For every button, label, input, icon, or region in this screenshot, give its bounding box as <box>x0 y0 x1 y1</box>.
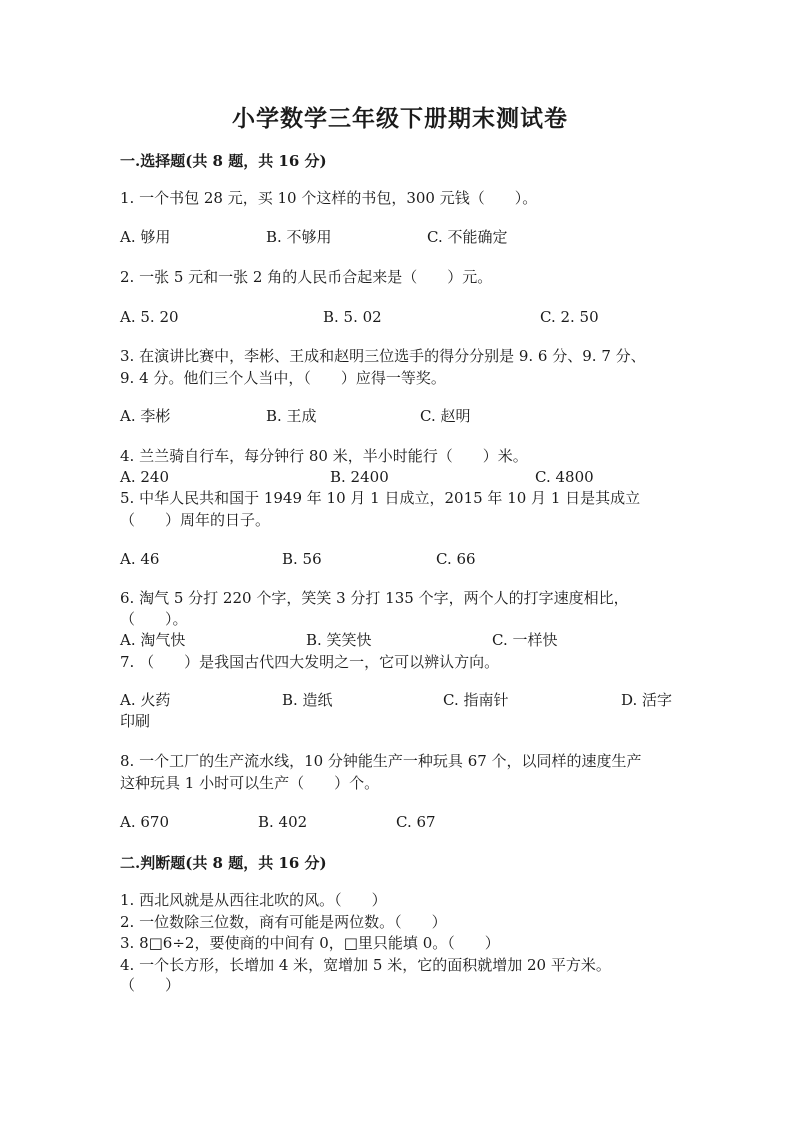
q8-option-b: B. 402 <box>258 813 308 831</box>
q5-option-a: A. 46 <box>120 550 160 568</box>
q6-option-a: A. 淘气快 <box>120 631 186 649</box>
section-heading-choice: 一.选择题(共 8 题，共 16 分) <box>120 152 327 170</box>
q4-option-b: B. 2400 <box>330 468 389 486</box>
page-title: 小学数学三年级下册期末测试卷 <box>232 105 568 132</box>
q7-option-b: B. 造纸 <box>282 691 333 709</box>
question-4-text: 4. 兰兰骑自行车，每分钟行 80 米，半小时能行（ ）米。 <box>120 447 528 465</box>
question-6-text-line-1: 6. 淘气 5 分打 220 个字，笑笑 3 分打 135 个字，两个人的打字速度相比， <box>120 589 629 607</box>
judgment-4-text-line-1: 4. 一个长方形，长增加 4 米，宽增加 5 米，它的面积就增加 20 平方米。 <box>120 956 611 974</box>
q1-option-a: A. 够用 <box>120 228 171 246</box>
judgment-2-text: 2. 一位数除三位数，商有可能是两位数。（ ） <box>120 913 447 931</box>
question-3-text-line-2: 9. 4 分。他们三个人当中，（ ）应得一等奖。 <box>120 369 446 387</box>
q8-option-c: C. 67 <box>396 813 436 831</box>
q5-option-b: B. 56 <box>282 550 322 568</box>
q7-option-d: D. 活字 <box>621 691 673 709</box>
question-7-text: 7. （ ）是我国古代四大发明之一，它可以辨认方向。 <box>120 653 500 671</box>
section-heading-judgment: 二.判断题(共 8 题，共 16 分) <box>120 854 327 872</box>
q4-option-a: A. 240 <box>120 468 169 486</box>
q2-option-a: A. 5. 20 <box>120 308 179 326</box>
question-3-text-line-1: 3. 在演讲比赛中，李彬、王成和赵明三位选手的得分分别是 9. 6 分、9. 7 分、 <box>120 347 646 365</box>
judgment-1-text: 1. 西北风就是从西往北吹的风。（ ） <box>120 891 387 909</box>
q2-option-b: B. 5. 02 <box>323 308 382 326</box>
q7-option-c: C. 指南针 <box>443 691 509 709</box>
q8-option-a: A. 670 <box>120 813 169 831</box>
q1-option-b: B. 不够用 <box>266 228 332 246</box>
q1-option-c: C. 不能确定 <box>427 228 508 246</box>
question-8-text-line-2: 这种玩具 1 小时可以生产（ ）个。 <box>120 774 380 792</box>
judgment-4-text-line-2: （ ） <box>120 976 181 994</box>
q6-option-b: B. 笑笑快 <box>306 631 372 649</box>
question-1-text: 1. 一个书包 28 元，买 10 个这样的书包，300 元钱（ ）。 <box>120 189 538 207</box>
q3-option-c: C. 赵明 <box>420 407 471 425</box>
q3-option-a: A. 李彬 <box>120 407 171 425</box>
q4-option-c: C. 4800 <box>535 468 594 486</box>
q7-option-a: A. 火药 <box>120 691 171 709</box>
q6-option-c: C. 一样快 <box>492 631 558 649</box>
q5-option-c: C. 66 <box>436 550 476 568</box>
q3-option-b: B. 王成 <box>266 407 317 425</box>
question-5-text-line-1: 5. 中华人民共和国于 1949 年 10 月 1 日成立，2015 年 10 月 1 日是其成立 <box>120 489 641 507</box>
q2-option-c: C. 2. 50 <box>540 308 599 326</box>
question-8-text-line-1: 8. 一个工厂的生产流水线，10 分钟能生产一种玩具 67 个，以同样的速度生产 <box>120 752 642 770</box>
question-2-text: 2. 一张 5 元和一张 2 角的人民币合起来是（ ）元。 <box>120 268 493 286</box>
question-6-text-line-2: （ ）。 <box>120 610 188 628</box>
question-5-text-line-2: （ ）周年的日子。 <box>120 511 271 529</box>
q7-option-d-continued: 印刷 <box>120 712 151 730</box>
judgment-3-text: 3. 8□6÷2，要使商的中间有 0，□里只能填 0。（ ） <box>120 934 500 952</box>
